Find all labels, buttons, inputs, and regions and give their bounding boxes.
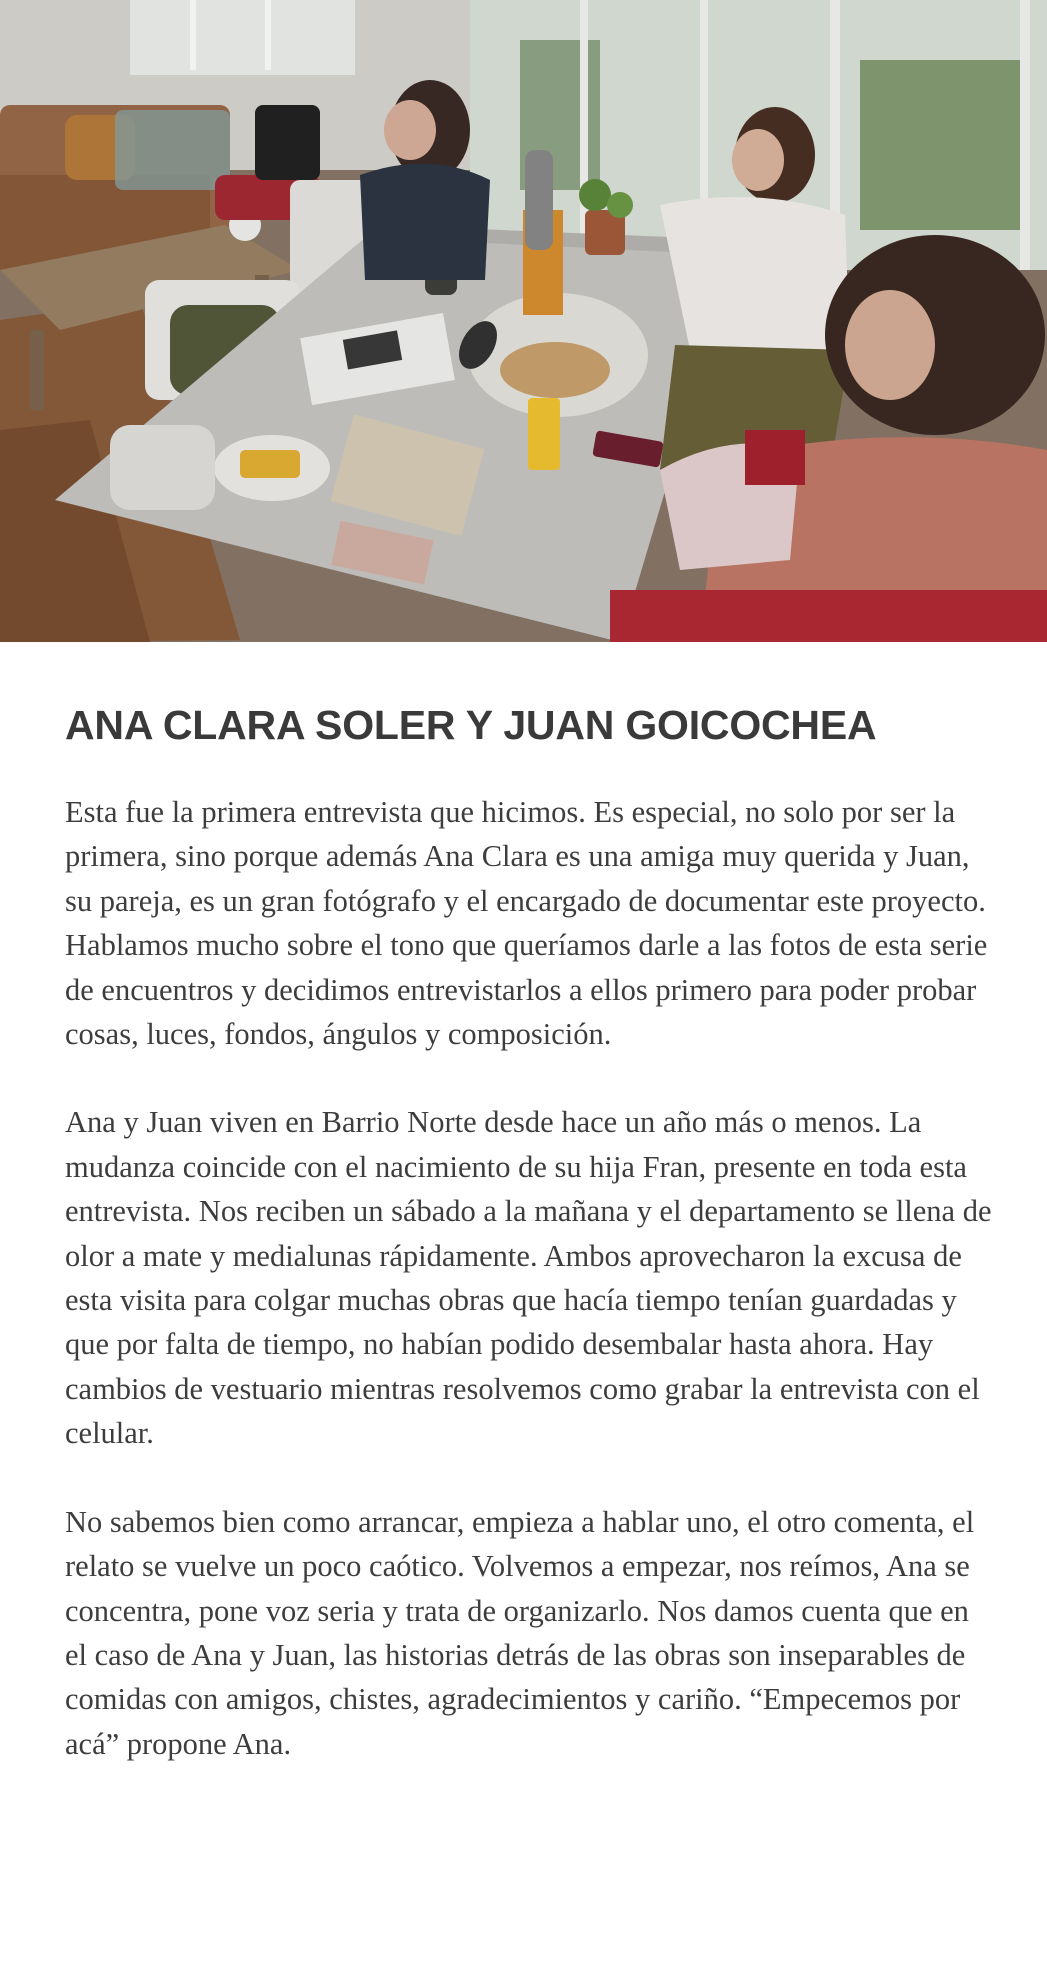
article-title: ANA CLARA SOLER Y JUAN GOICOCHEA <box>65 702 877 748</box>
article-paragraph: Esta fue la primera entrevista que hicimos. Es especial, no solo por ser la primera, sino porque además Ana Clara es una amiga muy querida y Juan, su pareja, es un gran fotógrafo y el encargado de documentar este proyecto. Hablamos mucho sobre el tono que queríamos darle a las fotos de esta serie de encuentros y decidimos entrevistarlos a ellos primero para poder probar cosas, luces, fondos, ángulos y composición. <box>65 795 988 1052</box>
article-paragraph: No sabemos bien como arrancar, empieza a hablar uno, el otro comenta, el relato se vuelve un poco caótico. Volvemos a empezar, nos reímos, Ana se concentra, pone voz seria y trata de organizarlo. Nos damos cuenta que en el caso de Ana y Juan, las historias detrás de las obras son inseparables de comidas con amigos, chistes, agradecimientos y cariño. “Empecemos por acá” propone Ana. <box>65 1504 975 1761</box>
article <box>65 700 995 1766</box>
article-paragraph: Ana y Juan viven en Barrio Norte desde hace un año más o menos. La mudanza coincide con el nacimiento de su hija Fran, presente en toda esta entrevista. Nos reciben un sábado a la mañana y el departamento se llena de olor a mate y medialunas rápidamente. Ambos aprovecharon la excusa de esta visita para colgar muchas obras que hacía tiempo tenían guardadas y que por falta de tiempo, no habían podido desembalar hasta ahora. Hay cambios de vestuario mientras resolvemos como grabar la entrevista con el celular. <box>65 1105 992 1451</box>
hero-photo <box>0 0 1047 642</box>
